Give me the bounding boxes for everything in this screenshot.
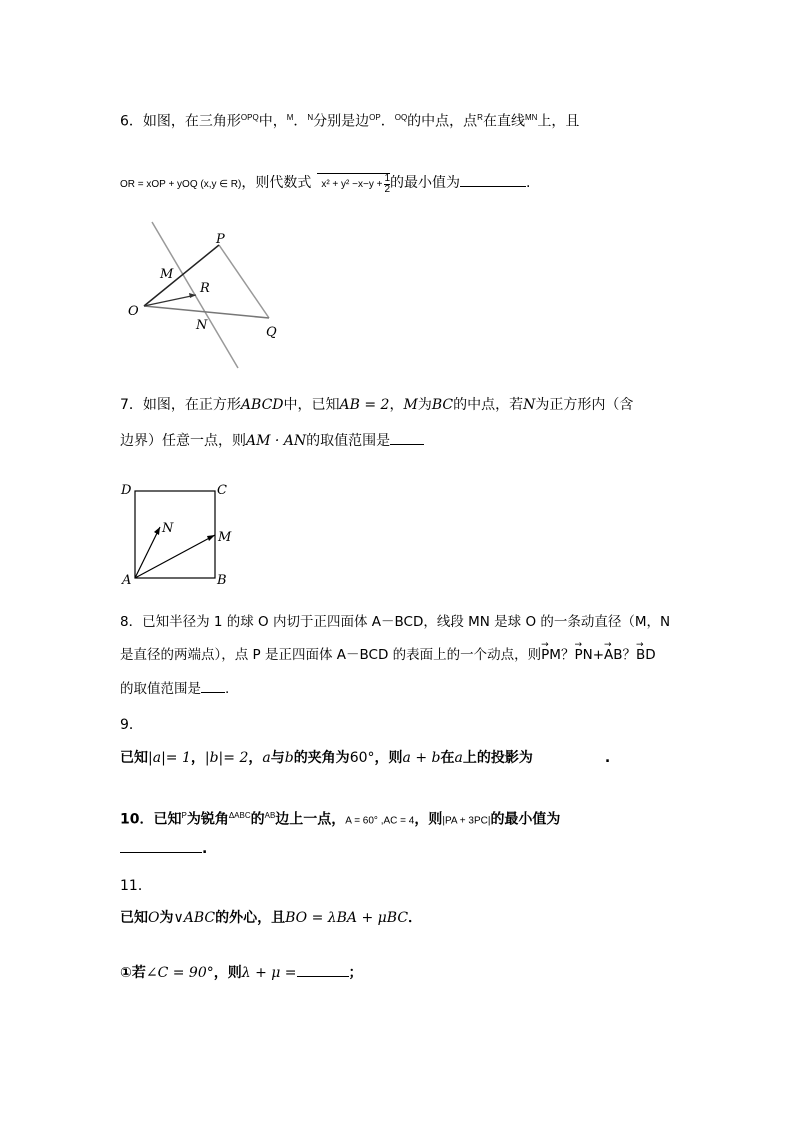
q7-figure: [118, 480, 238, 590]
am-arrowhead: [207, 535, 215, 541]
q11-sub1: ①若∠C = 90°，则λ + μ = ；: [120, 962, 363, 983]
q10-line1: 10．已知$^P$为锐角$^{\Delta ABC}$的$^{AB}$边上一点，A = 60° ,AC = 4，则|PA + 3PC|的最小值为: [120, 811, 561, 828]
segment-oq: [144, 306, 269, 318]
q6-line1: 6．如图，在三角形$^{OPQ}$中，$^M$．$^N$分别是边$^{OP}$．$^{OQ}$的中点，点$^R$在直线$^{MN}$上，且: [120, 113, 580, 130]
q9-line: 已知|a|= 1，|b|= 2，a与b的夹角为60°，则a + b在a上的投影为 .: [120, 750, 611, 766]
q8-line2: 是直径的两端点），点 P 是正四面体 A－BCD 的表面上的一个动点，则→ PM？→ PN+→ AB？→ BD: [120, 645, 656, 665]
q6-answer-blank[interactable]: [460, 172, 526, 187]
label-a: A: [122, 573, 132, 588]
label-p: P: [216, 232, 225, 247]
q10-answer-blank[interactable]: [120, 838, 202, 853]
label-r: R: [200, 281, 210, 296]
q7-dot-product: AM · AN: [246, 433, 307, 449]
q8-answer-blank[interactable]: [201, 678, 225, 693]
label-q: Q: [266, 325, 277, 340]
q6-line2: OR = xOP + yOQ (x,y ∈ R)，则代数式 x² + y² −x−y + $\frac{1}{2}$ 的最小值为 .: [120, 172, 531, 195]
label-c: C: [217, 483, 227, 498]
label-m: M: [160, 267, 174, 282]
an-arrowhead: [154, 527, 160, 535]
q8-line1: 8．已知半径为 1 的球 O 内切于正四面体 A－BCD，线段 MN 是球 O 的一条动直径（M，N: [120, 614, 671, 630]
q8-line3: 的取值范围是 .: [120, 678, 229, 699]
q10-line2: .: [120, 838, 207, 859]
q6-radical: x² + y² −x−y + $\frac{1}{2}$: [317, 173, 390, 195]
label-m: M: [218, 530, 232, 545]
q11-answer-blank[interactable]: [297, 962, 349, 977]
label-d: D: [121, 483, 132, 498]
q7-answer-blank[interactable]: [390, 430, 424, 445]
q11-vector-equation: BO = λBA + μBC: [285, 910, 409, 926]
label-n: N: [196, 318, 208, 333]
q11-line: 已知O为∨ABC的外心，且BO = λBA + μBC．: [120, 910, 423, 926]
q7-line1: 7．如图，在正方形ABCD中，已知AB = 2，M为BC的中点，若N为正方形内（含: [120, 397, 634, 413]
q6-vector-equation: OR = xOP + yOQ (x,y ∈ R): [120, 179, 242, 190]
label-n: N: [162, 521, 174, 536]
square-abcd: [135, 491, 215, 578]
q7-line2: 边界）任意一点，则AM · AN的取值范围是: [120, 430, 424, 451]
segment-pq: [219, 245, 269, 318]
q9-number: 9．: [120, 717, 143, 733]
q11-number: 11．: [120, 878, 152, 894]
vector-am: [135, 535, 215, 578]
vector-an: [135, 527, 160, 578]
segment-op: [144, 245, 219, 306]
q6-figure: [122, 218, 292, 373]
label-b: B: [217, 573, 227, 588]
label-o: O: [128, 304, 139, 319]
